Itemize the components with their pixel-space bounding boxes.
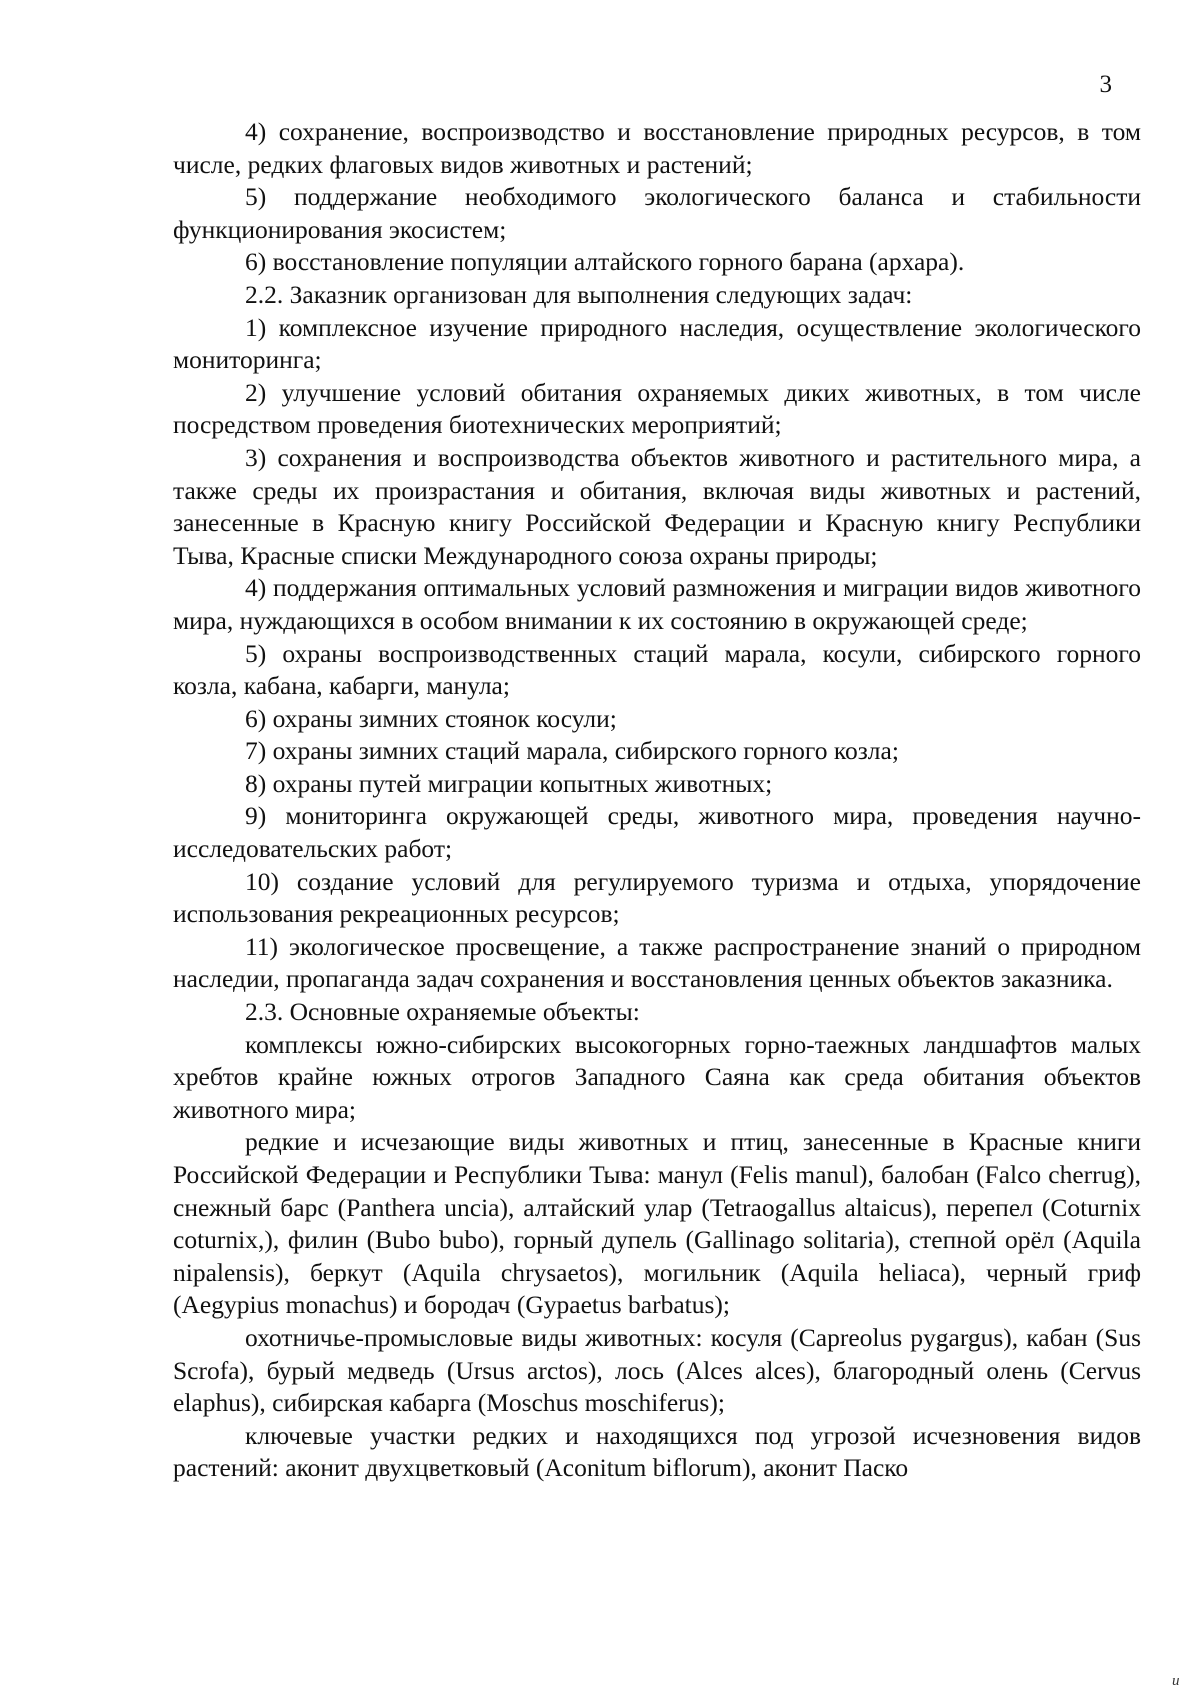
- paragraph: 3) сохранения и воспроизводства объектов животного и растительного мира, а также среды их произрастания и обитания, включая виды животных и растений, занесенные в Красную книгу Российской Федерации и Красную книгу Республики Тыва, Красные списки Международного союза охраны природы;: [173, 442, 1141, 570]
- paragraph: 2) улучшение условий обитания охраняемых диких животных, в том числе посредством проведения биотехнических мероприятий;: [173, 377, 1141, 440]
- section-heading: 2.2. Заказник организован для выполнения следующих задач:: [245, 279, 913, 309]
- paragraph: 1) комплексное изучение природного наследия, осуществление экологического мониторинга;: [173, 312, 1141, 375]
- paragraph: редкие и исчезающие виды животных и птиц, занесенные в Красные книги Российской Федерации и Республики Тыва: манул (Felis manul), балобан (Falco cherrug), снежный барс (Panthera uncia), алтайский улар (Tetraogallus altaicus), перепел (Coturnix coturnix,), филин (Bubo bubo), горный дупель (Gallinago solitaria), степной орёл (Aquila nipalensis), беркут (Aquila chrysaetos), могильник (Aquila heliaca), черный гриф (Aegypius monachus) и бородач (Gypaetus barbatus);: [173, 1127, 1141, 1320]
- paragraph: 7) охраны зимних стаций марала, сибирского горного козла;: [245, 736, 899, 766]
- paragraph: 6) охраны зимних стоянок косули;: [245, 703, 617, 733]
- paragraph: охотничье-промысловые виды животных: косуля (Capreolus pygargus), кабан (Sus Scrofa), бурый медведь (Ursus arctos), лось (Alces alces), благородный олень (Cervus elaphus), сибирская кабарга (Moschus moschiferus);: [173, 1322, 1141, 1418]
- paragraph: 5) охраны воспроизводственных стаций марала, косули, сибирского горного козла, кабана, кабарги, манула;: [173, 638, 1141, 701]
- page-number: 3: [1099, 71, 1112, 98]
- paragraph: 11) экологическое просвещение, а также распространение знаний о природном наследии, пропаганда задач сохранения и восстановления ценных объектов заказника.: [173, 931, 1141, 994]
- section-heading: 2.3. Основные охраняемые объекты:: [245, 997, 640, 1027]
- paragraph: 4) поддержания оптимальных условий размножения и миграции видов животного мира, нуждающихся в особом внимании к их состоянию в окружающей среде;: [173, 573, 1141, 635]
- corner-mark: и: [1172, 1673, 1180, 1689]
- document-body: [173, 116, 1141, 1485]
- paragraph: ключевые участки редких и находящихся под угрозой исчезновения видов растений: аконит двухцветковый (Aconitum biflorum), аконит Паско: [173, 1420, 1141, 1483]
- paragraph: 10) создание условий для регулируемого туризма и отдыха, упорядочение использования рекреационных ресурсов;: [173, 866, 1141, 929]
- paragraph: 6) восстановление популяции алтайского горного барана (архара).: [245, 247, 965, 277]
- paragraph: 8) охраны путей миграции копытных животных;: [245, 768, 773, 798]
- paragraph: 5) поддержание необходимого экологического баланса и стабильности функционирования экосистем;: [173, 182, 1141, 244]
- paragraph: 9) мониторинга окружающей среды, животного мира, проведения научно-исследовательских работ;: [173, 801, 1141, 864]
- paragraph: 4) сохранение, воспроизводство и восстановление природных ресурсов, в том числе, редких флаговых видов животных и растений;: [173, 117, 1141, 179]
- paragraph: комплексы южно-сибирских высокогорных горно-таежных ландшафтов малых хребтов крайне южных отрогов Западного Саяна как среда обитания объектов животного мира;: [173, 1029, 1141, 1124]
